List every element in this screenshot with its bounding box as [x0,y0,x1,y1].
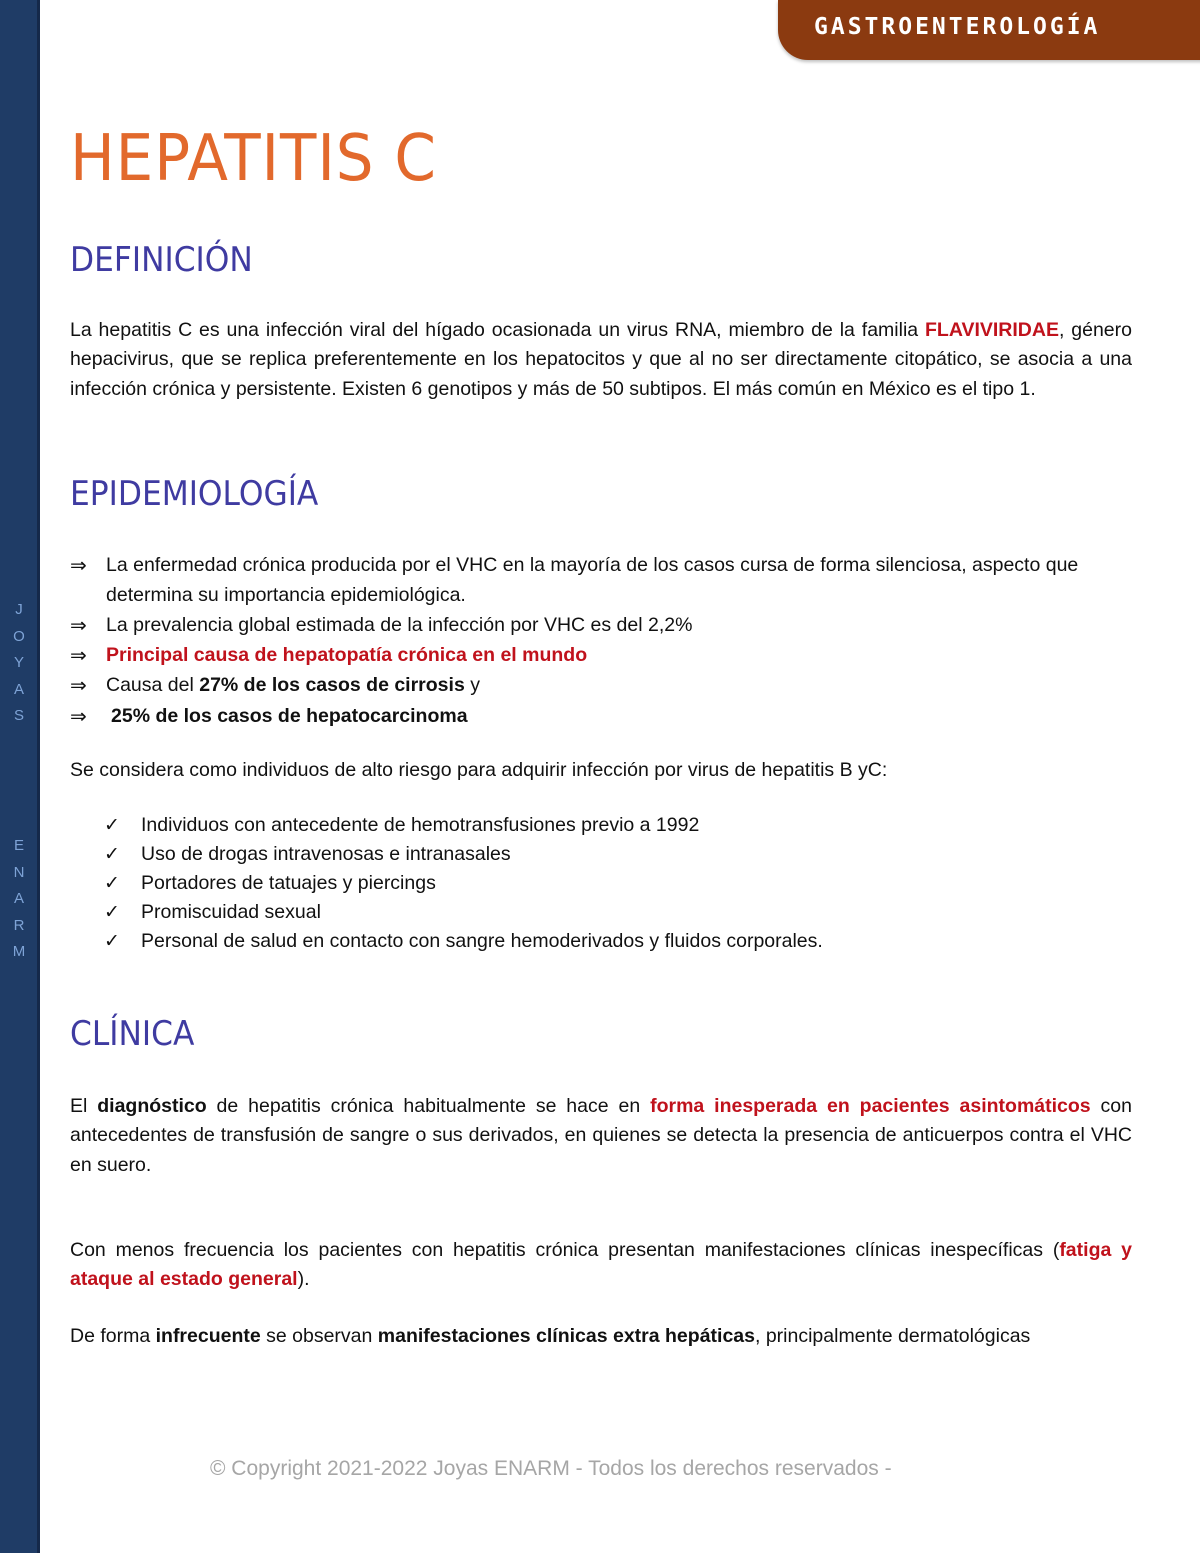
text-run: , género hepacivirus, que se replica preferentemente en los hepatocitos y que al no ser directamente citopático, se asocia a una infección crónica y persistente. Existen 6 genotipos y más de 50 subtipos. El más común en México es el tipo 1. [70,319,1132,400]
arrow-icon: ⇒ [70,643,87,668]
list-item [104,898,823,927]
sidebar-letter: J [15,601,23,618]
highlight-flaviviridae: FLAVIVIRIDAE [925,319,1059,341]
heading-definicion: DEFINICIÓN [70,240,253,280]
definicion-paragraph [70,316,1132,404]
text-run-bold: 27% de los casos de cirrosis [199,674,465,697]
sidebar-letter: N [13,863,25,881]
section-badge-label: GASTROENTEROLOGÍA [814,14,1101,40]
text-run: La hepatitis C es una infección viral del hígado ocasionada un virus RNA, miembro de la familia [70,319,925,341]
list-item [104,840,823,869]
list-item-text: Principal causa de hepatopatía crónica en el mundo [106,644,588,667]
sidebar-brand-enarm [8,833,30,966]
list-item [70,551,1132,610]
sidebar-letter: E [13,837,24,854]
heading-epidemiologia: EPIDEMIOLOGÍA [70,474,319,514]
list-item-text: Promiscuidad sexual [141,901,321,923]
highlight-red: fatiga y ataque al estado general [70,1239,1132,1291]
frecuencia-paragraph [70,1236,1132,1295]
footer-copyright: © Copyright 2021-2022 Joyas ENARM - Todos los derechos reservados - [210,1457,892,1480]
text-run: Causa del [106,674,200,697]
text-run-bold: manifestaciones clínicas extra hepáticas [377,1325,755,1347]
text-run-bold: diagnóstico [97,1095,207,1117]
list-item-text: Portadores de tatuajes y piercings [141,872,436,894]
list-item-text: La prevalencia global estimada de la infección por VHC es del 2,2% [106,613,693,636]
list-item [70,641,1132,671]
text-run: se observan [260,1325,378,1347]
sidebar-letter: S [13,707,24,724]
list-item [104,811,823,840]
arrow-icon: ⇒ [70,612,87,637]
text-run: y [464,674,480,697]
arrow-icon: ⇒ [70,553,87,577]
check-icon: ✓ [104,843,120,865]
page-title: HEPATITIS C [70,122,437,196]
list-item-text: La enfermedad crónica producida por el VHC en la mayoría de los casos cursa de forma silenciosa, aspecto que determina su importancia epidemiológica. [106,554,1079,606]
sidebar-letter: A [13,680,24,698]
list-item-text: 25% de los casos de hepatocarcinoma [111,704,468,727]
sidebar-letter: A [13,890,24,907]
text-run: ). [297,1268,310,1291]
arrow-icon: ⇒ [70,703,87,728]
section-badge [778,0,1200,60]
sidebar-letter: R [13,916,25,934]
riesgo-intro: Se considera como individuos de alto riesgo para adquirir infección por virus de hepatitis B yC: [70,759,888,781]
check-icon: ✓ [104,901,120,923]
text-run: de hepatitis crónica habitualmente se hace en [206,1095,651,1117]
list-item-text: Uso de drogas intravenosas e intranasales [141,843,511,865]
text-run: con antecedentes de transfusión de sangre o sus derivados, en quienes se detecta la presencia de anticuerpos contra el VHC en suero. [70,1095,1132,1176]
list-item [70,702,1132,732]
infrecuente-paragraph [70,1322,1132,1351]
list-item [104,927,823,956]
list-item [70,671,1132,701]
left-sidebar-band [0,0,40,1553]
heading-clinica: CLÍNICA [70,1014,195,1054]
list-item-text: Individuos con antecedente de hemotransfusiones previo a 1992 [141,814,700,836]
highlight-red: forma inesperada en pacientes asintomáticos [650,1095,1091,1117]
epidemiologia-list [70,551,1132,732]
diagnostico-paragraph [70,1092,1132,1180]
text-run-bold: infrecuente [155,1325,261,1347]
check-icon: ✓ [104,814,120,836]
text-run: , principalmente dermatológicas [754,1325,1031,1347]
sidebar-brand-joyas [8,597,30,730]
check-icon: ✓ [104,872,120,894]
riesgo-list [104,811,823,956]
text-run: De forma [70,1325,156,1347]
arrow-icon: ⇒ [70,673,87,698]
sidebar-letter: O [13,627,25,645]
check-icon: ✓ [104,930,120,952]
list-item [70,611,1132,641]
list-item [104,869,823,898]
text-run: El [70,1095,98,1117]
sidebar-letter: M [12,943,26,960]
sidebar-letter: Y [13,654,24,671]
text-run: Con menos frecuencia los pacientes con hepatitis crónica presentan manifestaciones clínicas inespecíficas ( [70,1239,1060,1261]
list-item-text: Personal de salud en contacto con sangre hemoderivados y fluidos corporales. [141,930,823,952]
